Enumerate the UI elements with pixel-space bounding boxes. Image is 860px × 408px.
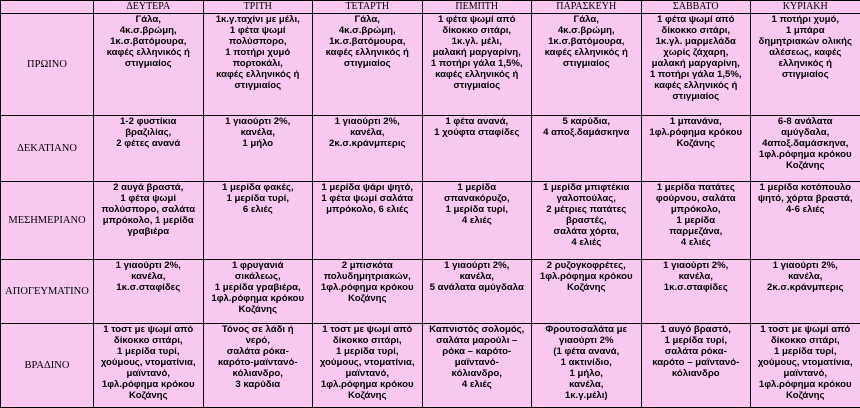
meal-cell: 1 μερίδα φακές, 1 μερίδα τυρί, 6 ελιές [203, 181, 313, 259]
meal-cell: 1 τοστ με ψωμί από δίκοκκο σιτάρι, 1 μερίδα τυρί, χούμους, ντοματίνια, μαϊντανό, 1φλ.ρόφημα κρόκου Κοζάνης [313, 323, 423, 407]
meal-cell: 1 φέτα ανανά, 1 χούφτα σταφίδες [422, 115, 532, 181]
table-row-snack-afternoon [1, 259, 860, 323]
meal-cell: 1 μερίδα πατάτες φούρνου, σαλάτα μπρόκολο, 1 μερίδα παρμεζάνα, 4 ελιές [641, 181, 751, 259]
header-row [1, 1, 860, 14]
meal-cell: 1 μερίδα σπανακόρυζο, 1 μερίδα τυρί, 4 ελιές [422, 181, 532, 259]
meal-cell: 1 φέτα ψωμί από δίκοκκο σιτάρι, 1κ.γλ. μέλι, μαλακή μαργαρίνη, 1 ποτήρι γάλα 1,5%, καφές ελληνικός ή στιγμιαίος [422, 14, 532, 116]
meal-cell: 1 ποτήρι χυμό, 1 μπάρα δημητριακών ολικής αλέσεως, καφές ελληνικός ή στιγμιαίος [751, 14, 860, 116]
meal-cell: 5 καρύδια, 4 αποξ.δαμάσκηνα [532, 115, 642, 181]
meal-label-breakfast: ΠΡΩΙΝΟ [1, 14, 94, 116]
corner-cell [1, 1, 94, 14]
meal-cell: Γάλα, 4κ.σ.βρώμη, 1κ.σ.βατόμουρα, καφές ελληνικός ή στιγμιαίος [94, 14, 204, 116]
meal-label-lunch: ΜΕΣΗΜΕΡΙΑΝΟ [1, 181, 94, 259]
meal-cell: 1κ.γ.ταχίνι με μέλι, 1 φέτα ψωμί πολύσπορο, 1 ποτήρι χυμό πορτοκάλι, καφές ελληνικός ή στιγμιαίος [203, 14, 313, 116]
meal-cell: 1 γιαούρτι 2%, κανέλα, 5 ανάλατα αμύγδαλα [422, 259, 532, 323]
meal-cell: 6-8 ανάλατα αμύγδαλα, 4αποξ.δαμάσκηνα, 1φλ.ρόφημα κρόκου Κοζάνης [751, 115, 860, 181]
meal-cell: Τόνος σε λάδι ή νερό, σαλάτα ρόκα- καρότο-μαϊντανό- κόλιανδρο, 3 καρύδια [203, 323, 313, 407]
meal-cell: 1 τοστ με ψωμί από δίκοκκο σιτάρι, 1 μερίδα τυρί, χούμους, ντοματίνια, μαϊντανό, 1φλ.ρόφημα κρόκου Κοζάνης [94, 323, 204, 407]
day-header-tuesday: ΤΡΙΤΗ [203, 1, 313, 14]
meal-cell: Γάλα, 4κ.σ.βρώμη, 1κ.σ.βατόμουρα, καφές ελληνικός ή στιγμιαίος [532, 14, 642, 116]
day-header-wednesday: ΤΕΤΑΡΤΗ [313, 1, 423, 14]
meal-cell: 1 μερίδα κοτόπουλο ψητό, χόρτα βραστά, 4-6 ελιές [751, 181, 860, 259]
meal-label-morning-snack: ΔΕΚΑΤΙΑΝΟ [1, 115, 94, 181]
meal-cell: 2 αυγά βραστά, 1 φέτα ψωμί πολύσπορο, σαλάτα μπρόκολο, 1 μερίδα γραβιέρα [94, 181, 204, 259]
meal-cell: 1 μερίδα μπιφτέκια γαλοπούλας, 2 μέτριες πατάτες βραστές, σαλάτα χόρτα, 4 ελιές [532, 181, 642, 259]
meal-cell: 1 φρυγανιά σικάλεως, 1 μερίδα γραβιέρα, 1φλ.ρόφημα κρόκου Κοζάνης [203, 259, 313, 323]
meal-cell: 1 μερίδα ψάρι ψητό, 1 φέτα ψωμί σαλάτα μπρόκολο, 6 ελιές [313, 181, 423, 259]
meal-cell: Γάλα, 4κ.σ.βρώμη, 1κ.σ.βατόμουρα, καφές ελληνικός ή στιγμιαίος [313, 14, 423, 116]
meal-cell: 1-2 φυστίκια βραζιλίας, 2 φέτες ανανά [94, 115, 204, 181]
day-header-monday: ΔΕΥΤΕΡΑ [94, 1, 204, 14]
table-row-snack-morning [1, 115, 860, 181]
meal-cell: 1 γιαούρτι 2%, κανέλα, 1κ.σ.σταφίδες [641, 259, 751, 323]
meal-cell: 1 φέτα ψωμί από δίκοκκο σιτάρι, 1κ.γλ. μαρμελάδα χωρίς ζάχαρη, μαλακή μαργαρίνη, 1 ποτήρι γάλα 1,5%, καφές ελληνικός ή στιγμιαίος [641, 14, 751, 116]
table-row-breakfast [1, 14, 860, 116]
table-row-lunch [1, 181, 860, 259]
meal-label-dinner: ΒΡΑΔΙΝΟ [1, 323, 94, 407]
meal-cell: 1 αυγό βραστό, 1 μερίδα τυρί, σαλάτα ρόκα- καρότο – μαϊντανό- κόλιανδρο [641, 323, 751, 407]
meal-cell: Φρουτοσαλάτα με γιαούρτι 2% (1 φέτα ανανά, 1 ακτινίδιο, 1 μήλο, κανέλα, 1κ.γ.μέλι) [532, 323, 642, 407]
meal-label-afternoon-snack: ΑΠΟΓΕΥΜΑΤΙΝΟ [1, 259, 94, 323]
meal-cell: 2 ρυζογκοφρέτες, 1φλ.ρόφημα κρόκου Κοζάνης [532, 259, 642, 323]
meal-cell: Καπνιστός σολομός, σαλάτα μαρούλι – ρόκα – καρότο- μαϊντανό- κόλιανδρο, 4 ελιές [422, 323, 532, 407]
meal-cell: 1 γιαούρτι 2%, κανέλα, 2κ.σ.κράνμπερις [751, 259, 860, 323]
meal-cell: 2 μπισκότα πολυδημητριακών, 1φλ.ρόφημα κρόκου Κοζάνης [313, 259, 423, 323]
day-header-sunday: ΚΥΡΙΑΚΗ [751, 1, 860, 14]
day-header-saturday: ΣΑΒΒΑΤΟ [641, 1, 751, 14]
day-header-thursday: ΠΕΜΠΤΗ [422, 1, 532, 14]
meal-cell: 1 τοστ με ψωμί από δίκοκκο σιτάρι, 1 μερίδα τυρί, χούμους, ντοματίνια, μαϊντανό, 1φλ.ρόφημα κρόκου Κοζάνης [751, 323, 860, 407]
table-row-dinner [1, 323, 860, 407]
meal-cell: 1 μπανάνα, 1φλ.ρόφημα κρόκου Κοζάνης [641, 115, 751, 181]
day-header-friday: ΠΑΡΑΣΚΕΥΗ [532, 1, 642, 14]
meal-cell: 1 γιαούρτι 2%, κανέλα, 2κ.σ.κράνμπερις [313, 115, 423, 181]
meal-cell: 1 γιαούρτι 2%, κανέλα, 1 μήλο [203, 115, 313, 181]
meal-cell: 1 γιαούρτι 2%, κανέλα, 1κ.σ.σταφίδες [94, 259, 204, 323]
